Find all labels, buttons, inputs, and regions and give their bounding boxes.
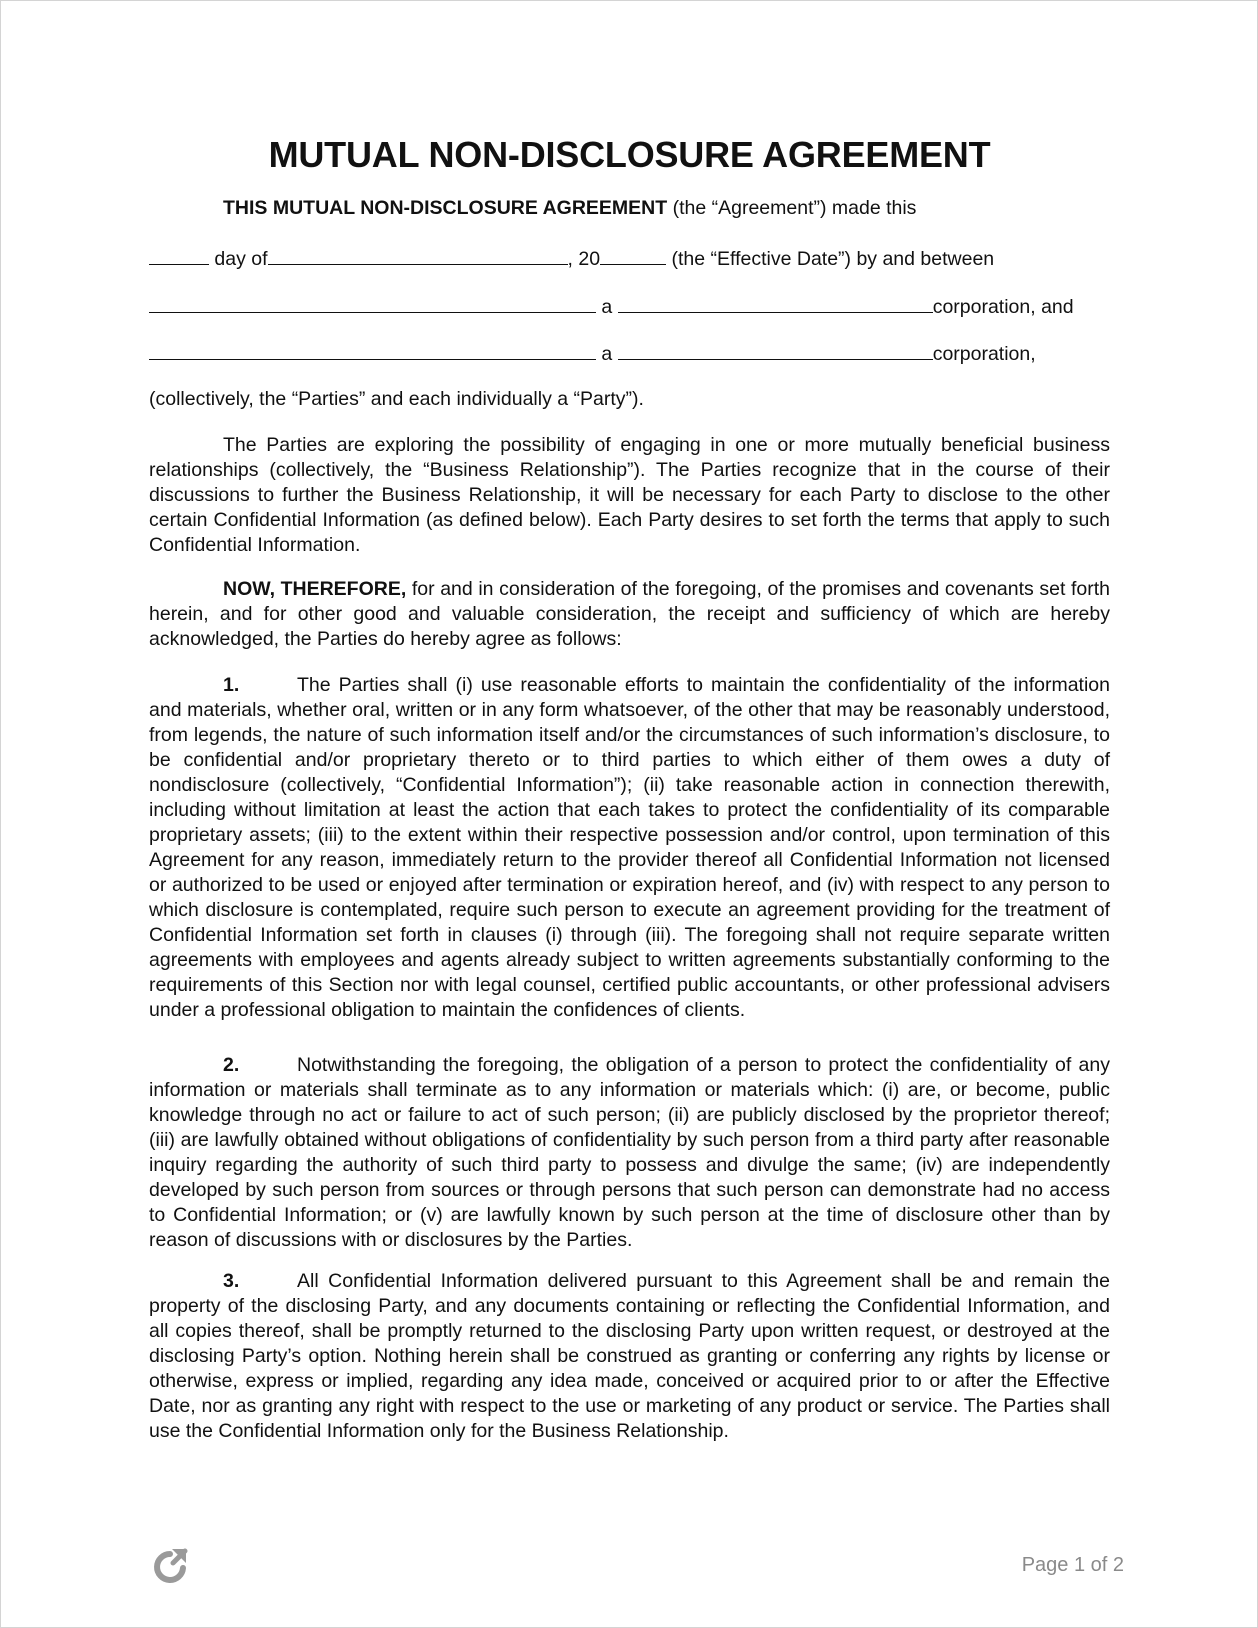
page-number: Page 1 of 2 xyxy=(1021,1554,1124,1576)
section-2-number: 2. xyxy=(223,1054,240,1076)
party-1-a-label: a xyxy=(596,296,618,318)
recital-paragraph xyxy=(149,433,1110,558)
now-therefore-paragraph xyxy=(149,577,1110,652)
section-1 xyxy=(149,673,1110,1023)
intro-line xyxy=(149,196,1110,221)
party-line-1 xyxy=(149,292,1110,320)
party-2-suffix: corporation, xyxy=(932,343,1036,365)
party-1-suffix: corporation, and xyxy=(932,296,1074,318)
party-2-state-blank[interactable] xyxy=(618,339,933,360)
date-line xyxy=(149,244,1110,272)
section-1-number: 1. xyxy=(223,674,240,696)
section-2 xyxy=(149,1053,1110,1253)
party-2-name-blank[interactable] xyxy=(149,339,596,360)
recital-text: The Parties are exploring the possibility of engaging in one or more mutually beneficial business relationships (collectively, the “Business Relationship”). The Parties recognize that in the course of their discussions to further the Business Relationship, it will be necessary for each Party to disclose to the other certain Confidential Information (as defined below). Each Party desires to set forth the terms that apply to such Confidential Information. xyxy=(149,434,1110,556)
party-line-2 xyxy=(149,339,1110,367)
party-1-state-blank[interactable] xyxy=(618,292,933,313)
section-3 xyxy=(149,1269,1110,1444)
intro-bold: THIS MUTUAL NON-DISCLOSURE AGREEMENT xyxy=(223,197,668,219)
section-3-number: 3. xyxy=(223,1270,240,1292)
section-1-text: The Parties shall (i) use reasonable efforts to maintain the confidentiality of the information and materials, whether oral, written or in any form whatsoever, of the other that may be reasonably understood, from legends, the nature of such information itself and/or the circumstances of such information’s disclosure, to be confidential and/or proprietary thereto or to third parties to which either of them owes a duty of nondisclosure (collectively, “Confidential Information”); (ii) take reasonable action in connection therewith, including without limitation at least the action that each takes to protect the confidentiality of its comparable proprietary assets; (iii) to the extent within their respective possession and/or control, upon termination of this Agreement for any reason, immediately return to the provider thereof all Confidential Information not licensed or authorized to be used or enjoyed after termination or expiration hereof, and (iv) with respect to any person to which disclosure is contemplated, require such person to execute an agreement providing for the treatment of Confidential Information set forth in clauses (i) through (iii). The foregoing shall not require separate written agreements with employees and agents already subject to written agreements substantially conforming to the requirements of this Section nor with legal counsel, certified public accountants, or other professional advisers under a professional obligation to maintain the confidences of clients. xyxy=(149,674,1110,1021)
party-2-a-label: a xyxy=(596,343,618,365)
effective-date-label: (the “Effective Date”) by and between xyxy=(666,248,995,270)
year-blank[interactable] xyxy=(600,244,666,265)
collectively-line: (collectively, the “Parties” and each individually a “Party”). xyxy=(149,388,644,410)
refresh-arrow-logo-icon xyxy=(153,1546,189,1586)
intro-rest: (the “Agreement”) made this xyxy=(667,197,917,219)
now-therefore-bold: NOW, THEREFORE, xyxy=(223,578,407,600)
month-blank[interactable] xyxy=(268,244,568,265)
section-2-text: Notwithstanding the foregoing, the obligation of a person to protect the confidentiality of any information or materials shall terminate as to any information or materials which: (i) are, or become, public knowledge through no act or failure to act of such person; (ii) are publicly disclosed by the proprietor thereof; (iii) are lawfully obtained without obligations of confidentiality by such person from a third party after reasonable inquiry regarding the authority of such third party to possess and divulge the same; (iv) are independently developed by such person from sources or through persons that such person can demonstrate had no access to Confidential Information; or (v) are lawfully known by such person at the time of disclosure other than by reason of discussions with or disclosures by the Parties. xyxy=(149,1054,1110,1251)
day-blank[interactable] xyxy=(149,244,209,265)
now-therefore-text: for and in consideration of the foregoing, of the promises and covenants set forth herein, and for other good and valuable consideration, the receipt and sufficiency of which are hereby acknowledged, the Parties do hereby agree as follows: xyxy=(149,578,1111,650)
year-prefix-label: , 20 xyxy=(567,248,601,270)
document-title: MUTUAL NON-DISCLOSURE AGREEMENT xyxy=(268,134,991,175)
section-3-text: All Confidential Information delivered pursuant to this Agreement shall be and remain the property of the disclosing Party, and any documents containing or reflecting the Confidential Information, and all copies thereof, shall be promptly returned to the disclosing Party upon written request, or destroyed at the disclosing Party’s option. Nothing herein shall be construed as granting or conferring any rights by license or otherwise, express or implied, regarding any idea made, conceived or acquired prior to or after the Effective Date, nor as granting any right with respect to the use or marketing of any product or service. The Parties shall use the Confidential Information only for the Business Relationship. xyxy=(149,1270,1110,1442)
party-1-name-blank[interactable] xyxy=(149,292,596,313)
day-of-label: day of xyxy=(209,248,268,270)
